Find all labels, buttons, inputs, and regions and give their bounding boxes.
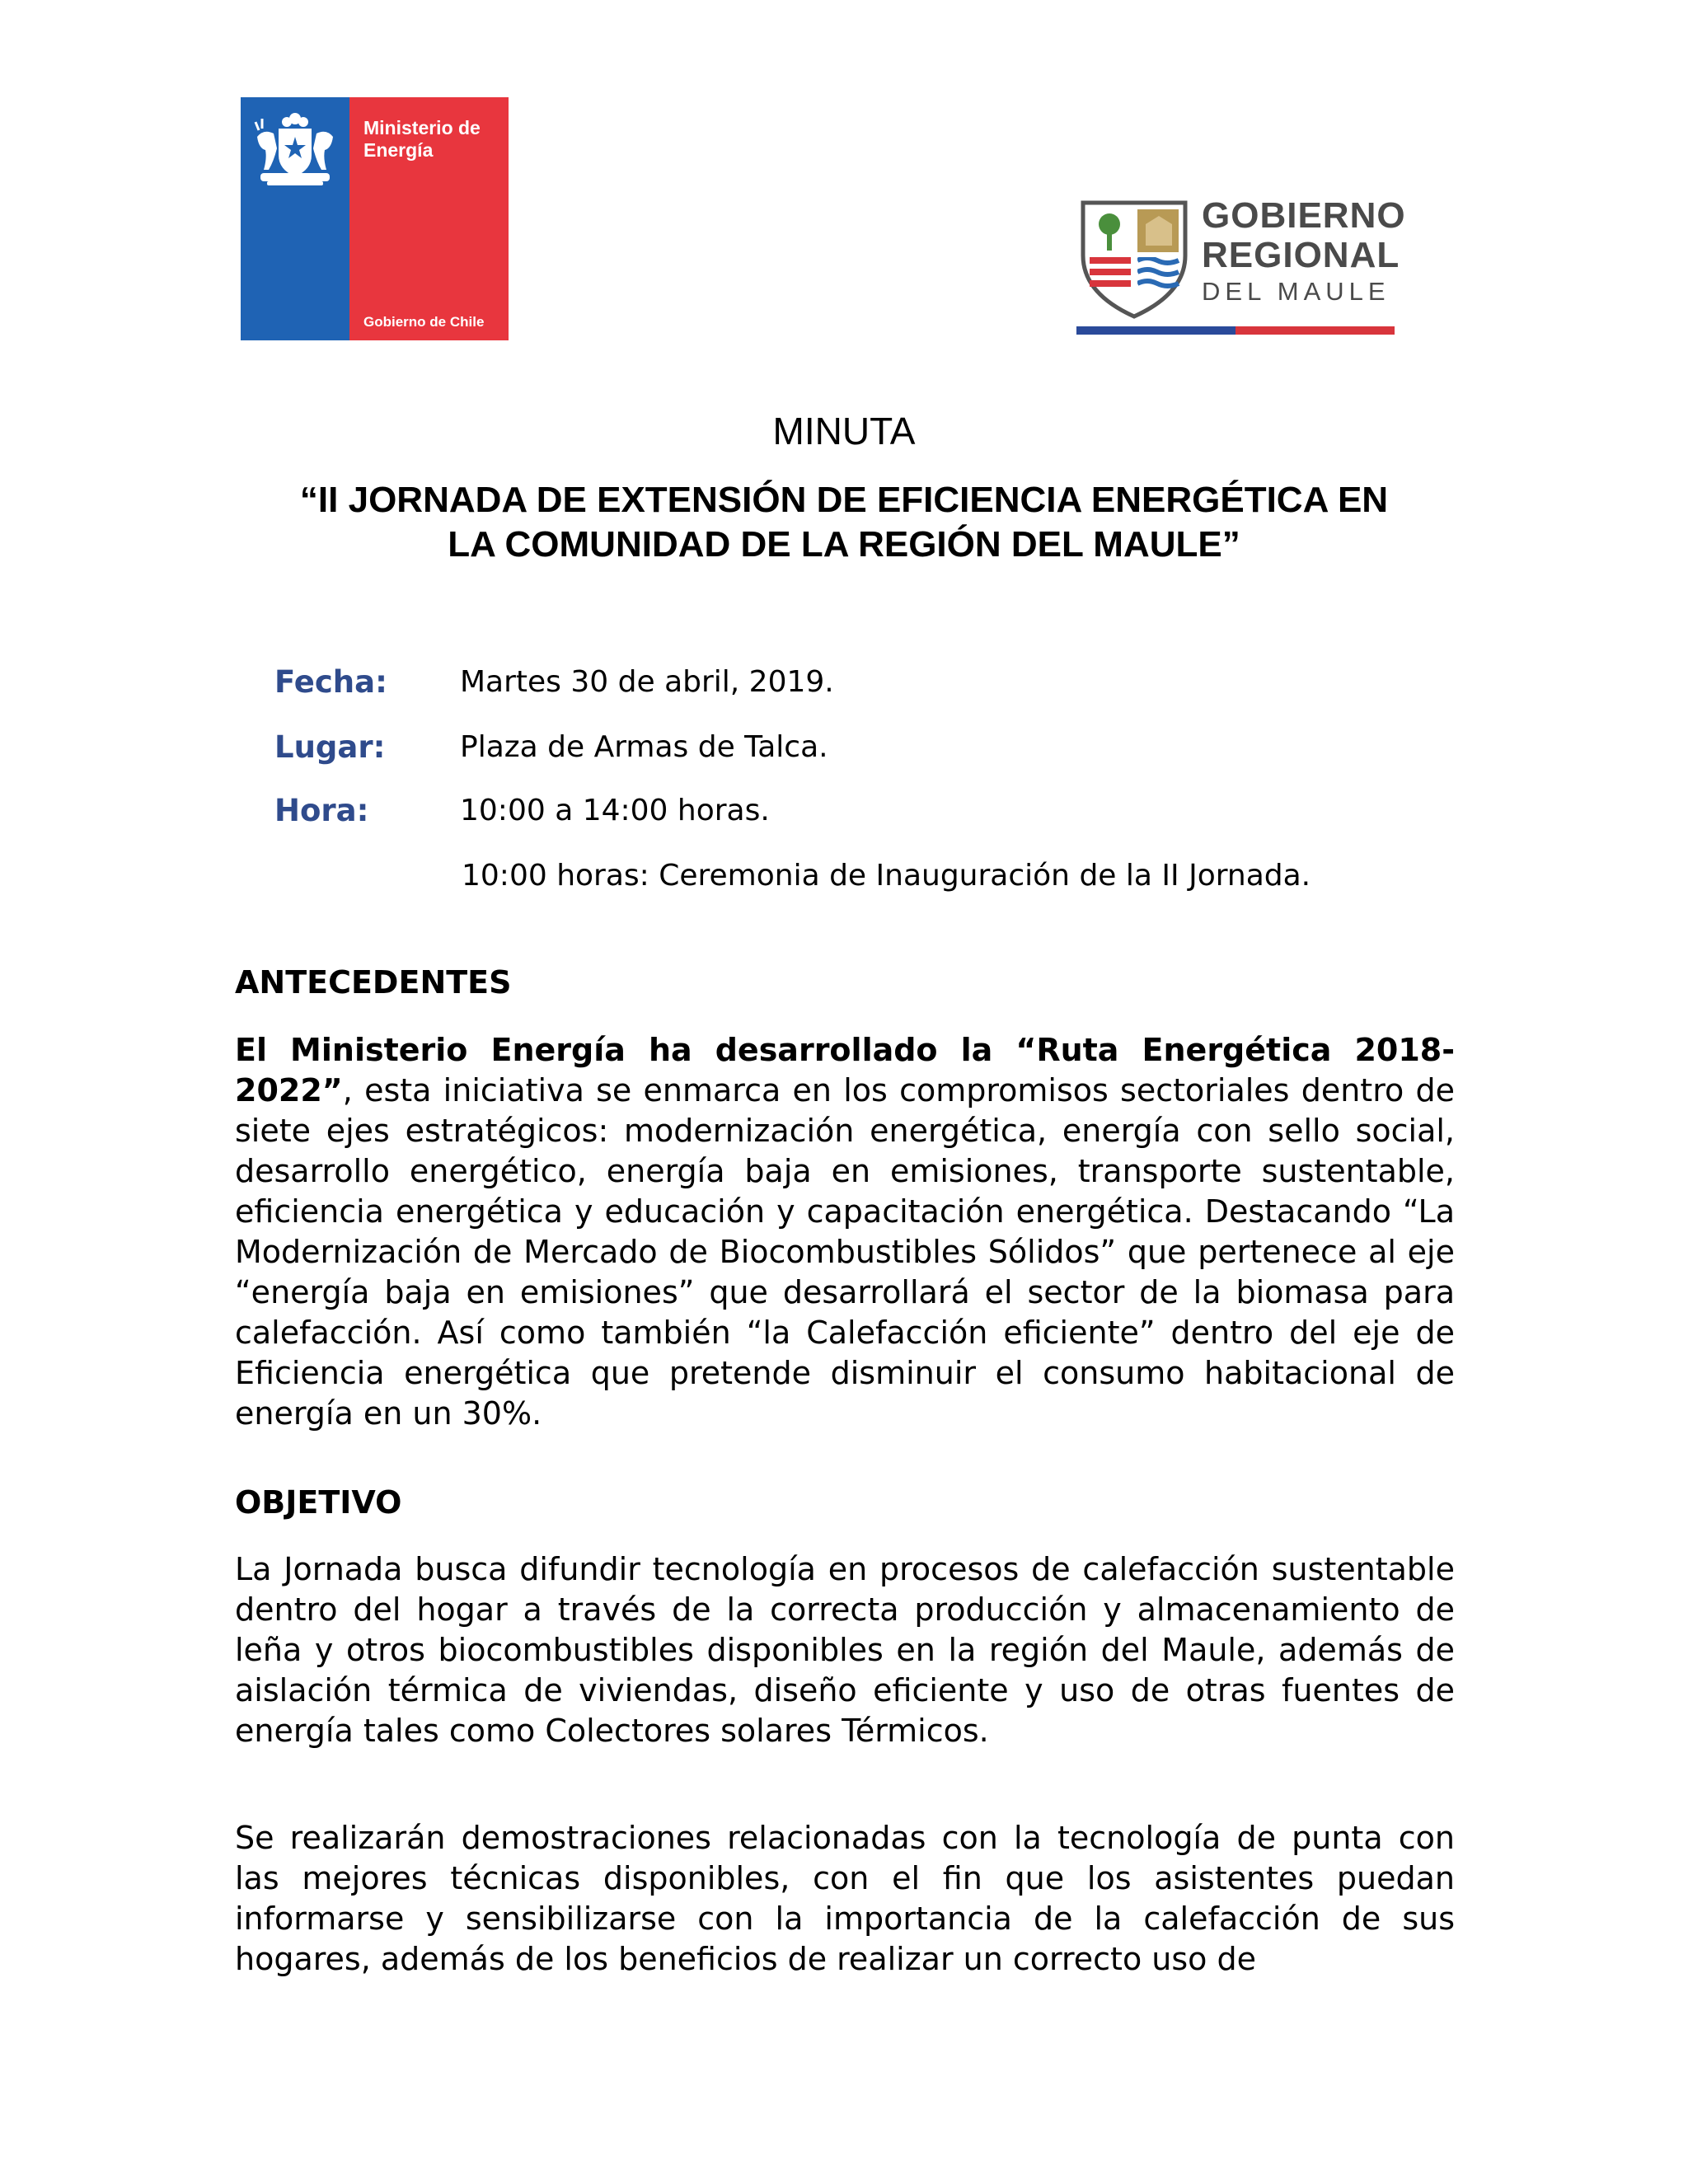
objetivo-paragraph-1: La Jornada busca difundir tecnología en procesos de calefacción sustentable dentro del hogar a través de la correcta producción y almacenamiento de leña y otros biocombustibles disponibles en la región del Maule, además de aislación térmica de viviendas, diseño eficiente y uso de otras fuentes de energía tales como Colectores solares Térmicos. bbox=[235, 1551, 1455, 1749]
fecha-label: Fecha: bbox=[274, 664, 387, 700]
ministerio-energia-logo bbox=[241, 97, 509, 340]
lugar-value: Plaza de Armas de Talca. bbox=[460, 730, 828, 764]
coat-of-arms-icon bbox=[252, 112, 338, 188]
gobierno-regional-maule-logo bbox=[1076, 191, 1406, 340]
gobierno-regional-text bbox=[1202, 196, 1406, 308]
document-type-label: MINUTA bbox=[772, 410, 916, 452]
antecedentes-bold-intro: El Ministerio Energía ha desarrollado la “Ruta Energética 2018-2022” bbox=[235, 1032, 1455, 1108]
antecedentes-text: , esta iniciativa se enmarca en los compromisos sectoriales dentro de siete ejes estratégicos: modernización energética, energía con sello social, desarrollo energético, energía baja en emisiones, transporte sustentable, eficiencia energética y educación y capacitación energética. Destacando “La Modernización de Mercado de Biocombustibles Sólidos” que pertenece al eje “energía baja en emisiones” que desarrollará el sector de la biomasa para calefacción. Así como también “la Calefacción eficiente” dentro del eje de Eficiencia energética que pretende disminuir el consumo habitacional de energía en un 30%. bbox=[235, 1072, 1455, 1432]
hora-value: 10:00 a 14:00 horas. bbox=[460, 794, 770, 827]
regional-shield-icon bbox=[1076, 191, 1192, 323]
document-title bbox=[165, 478, 1523, 567]
gore-line-3: DEL MAULE bbox=[1202, 277, 1390, 306]
logo-blue-panel bbox=[241, 97, 349, 340]
logo-red-panel bbox=[349, 97, 509, 340]
gore-color-bar bbox=[1076, 326, 1395, 335]
objetivo-paragraph-2: Se realizarán demostraciones relacionadas con la tecnología de punta con las mejores técnicas disponibles, con el fin que los asistentes puedan informarse y sensibilizarse con la importancia de la calefacción de sus hogares, además de los beneficios de realizar un correcto uso de bbox=[235, 1820, 1455, 1977]
antecedentes-heading: ANTECEDENTES bbox=[235, 964, 512, 1001]
antecedentes-paragraph bbox=[235, 1030, 1455, 1434]
lugar-label: Lugar: bbox=[274, 729, 386, 765]
ministerio-name: Ministerio de Energía bbox=[363, 117, 481, 161]
hora-detail: 10:00 horas: Ceremonia de Inauguración de la II Jornada. bbox=[462, 859, 1311, 893]
hora-label: Hora: bbox=[274, 793, 369, 828]
fecha-value: Martes 30 de abril, 2019. bbox=[460, 665, 834, 699]
gore-line-1: GOBIERNO bbox=[1202, 195, 1406, 236]
title-line-1: “II JORNADA DE EXTENSIÓN DE EFICIENCIA ENERGÉTICA EN bbox=[299, 480, 1389, 520]
objetivo-heading: OBJETIVO bbox=[235, 1484, 402, 1521]
title-line-2: LA COMUNIDAD DE LA REGIÓN DEL MAULE” bbox=[448, 524, 1240, 565]
gobierno-de-chile-label: Gobierno de Chile bbox=[363, 314, 485, 330]
gore-line-2: REGIONAL bbox=[1202, 235, 1400, 275]
